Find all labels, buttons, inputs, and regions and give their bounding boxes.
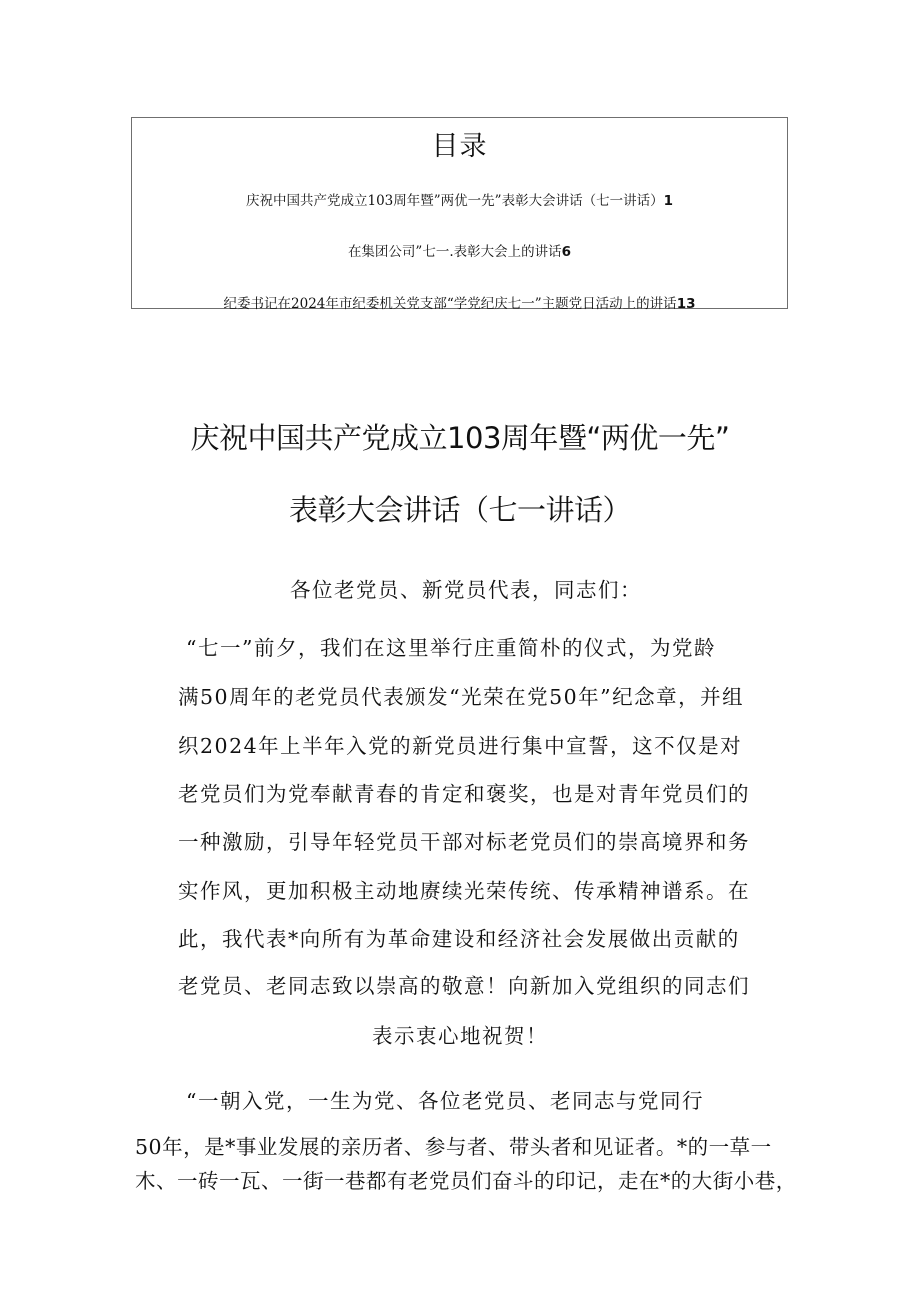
paragraph-line: “七一”前夕，我们在这里举行庄重简朴的仪式，为党龄: [186, 636, 716, 660]
toc-item-page: 13: [676, 296, 696, 312]
speech-title-line-2: 表彰大会讲话（七一讲话）: [288, 493, 631, 527]
paragraph-line: 此，我代表*向所有为革命建设和经济社会发展做出贡献的: [178, 927, 740, 951]
toc-item-page: 6: [561, 244, 572, 260]
paragraph-line: “一朝入党，一生为党、各位老党员、老同志与党同行: [186, 1089, 704, 1113]
toc-item[interactable]: [132, 191, 787, 211]
paragraph-line: 实作风，更加积极主动地赓续光荣传统、传承精神谱系。在: [178, 879, 750, 903]
paragraph-line: 木、一砖一瓦、一街一巷都有老党员们奋斗的印记，走在*的大街小巷，: [135, 1169, 797, 1193]
paragraph-line: 满50周年的老党员代表颁发“光荣在党50年”纪念章，并组: [178, 685, 745, 709]
toc-item-text: 纪委书记在2024年市纪委机关党支部“学党纪庆七一”主题党日活动上的讲话: [223, 296, 677, 312]
paragraph-line: 表示衷心地祝贺！: [372, 1024, 548, 1048]
paragraph-line: 织2024年上半年入党的新党员进行集中宣誓，这不仅是对: [178, 734, 743, 758]
table-of-contents: [131, 117, 788, 312]
paragraph-line: 老党员、老同志致以崇高的敬意！向新加入党组织的同志们: [178, 974, 750, 998]
toc-item-text: 庆祝中国共产党成立103周年暨”两优一先”表彰大会讲话（七一讲话）: [246, 193, 664, 209]
toc-title: 目录: [431, 131, 488, 162]
toc-item[interactable]: [132, 242, 787, 262]
speech-title-line-1: 庆祝中国共产党成立103周年暨“两优一先”: [190, 421, 730, 455]
toc-item-page: 1: [663, 193, 673, 209]
toc-item[interactable]: [132, 294, 787, 314]
paragraph-line: 一种激励，引导年轻党员干部对标老党员们的崇高境界和务: [178, 830, 750, 854]
paragraph-line: 50年，是*事业发展的亲历者、参与者、带头者和见证者。*的一草一: [135, 1135, 772, 1159]
toc-item-text: 在集团公司”七一.表彰大会上的讲话: [347, 244, 562, 260]
greeting: 各位老党员、新党员代表，同志们：: [290, 578, 642, 602]
paragraph-line: 老党员们为党奉献青春的肯定和褒奖，也是对青年党员们的: [178, 782, 750, 806]
